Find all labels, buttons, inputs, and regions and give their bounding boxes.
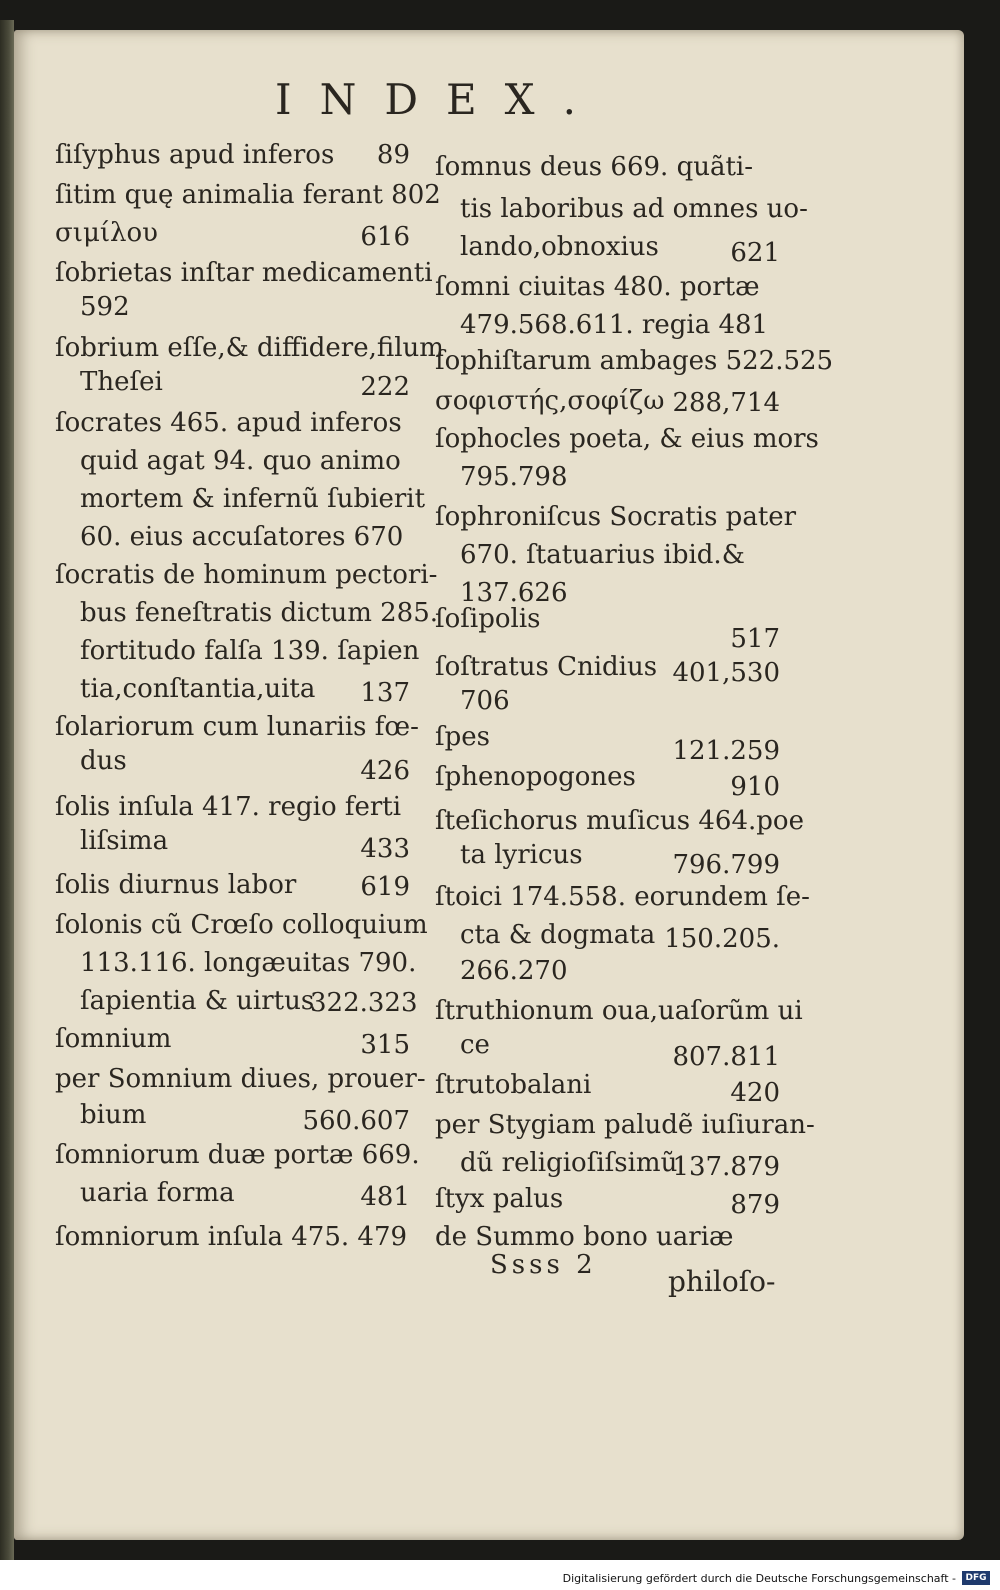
index-entry-left: ſocrates 465. apud inferos bbox=[55, 408, 402, 438]
index-entry-left: ſobrium eſſe,& diffidere,filum bbox=[55, 333, 444, 363]
index-entry-left: quid agat 94. quo animo bbox=[80, 446, 401, 476]
index-page-number: 560.607 bbox=[302, 1106, 410, 1136]
index-page-number: 288,714 bbox=[672, 388, 780, 418]
index-entry-left: ſomniorum duæ portæ 669. bbox=[55, 1140, 420, 1170]
index-entry-right: per Stygiam paludẽ iuſiuran- bbox=[435, 1110, 815, 1140]
index-page-number: 796.799 bbox=[672, 850, 780, 880]
index-page-number: 517 bbox=[730, 624, 780, 654]
index-entry-left: uaria forma bbox=[80, 1178, 235, 1208]
index-entry-right: tis laboribus ad omnes uo- bbox=[460, 194, 808, 224]
index-entry-left: ſolis inſula 417. regio ferti bbox=[55, 792, 402, 822]
index-entry-right: ſpes bbox=[435, 722, 490, 752]
index-entry-left: ſomnium bbox=[55, 1024, 172, 1054]
index-entry-left: ſiſyphus apud inferos bbox=[55, 140, 335, 170]
index-entry-right: ſteſichorus muſicus 464.poe bbox=[435, 806, 804, 836]
funding-notice: Digitalisierung gefördert durch die Deutsche Forschungsgemeinschaft - bbox=[562, 1572, 956, 1585]
index-entry-right: 479.568.611. regia 481 bbox=[460, 310, 769, 340]
index-page-number: 879 bbox=[730, 1190, 780, 1220]
index-entry-right: ſomni ciuitas 480. portæ bbox=[435, 272, 760, 302]
index-entry-left: ſocratis de hominum pectori- bbox=[55, 560, 438, 590]
index-entry-right: ſomnus deus 669. quãti- bbox=[435, 152, 754, 182]
index-page-number: 322.323 bbox=[310, 988, 418, 1018]
index-page-number: 121.259 bbox=[672, 736, 780, 766]
index-entry-left: ſolis diurnus labor bbox=[55, 870, 297, 900]
index-entry-left: σιμίλου bbox=[55, 218, 158, 248]
index-entry-left: 592 bbox=[80, 292, 130, 322]
book-spine bbox=[0, 20, 14, 1560]
index-entry-left: ſolariorum cum lunariis fœ- bbox=[55, 712, 419, 742]
index-entry-right: ſphenopogones bbox=[435, 762, 636, 792]
index-entry-right: lando,obnoxius bbox=[460, 232, 659, 262]
index-entry-left: bus feneſtratis dictum 285. bbox=[80, 598, 439, 628]
index-entry-right: ta lyricus bbox=[460, 840, 583, 870]
index-page-number: 433 bbox=[360, 834, 410, 864]
index-entry-left: per Somnium diues, prouer- bbox=[55, 1064, 426, 1094]
index-entry-left: dus bbox=[80, 746, 127, 776]
index-entry-left: 60. eius accuſatores 670 bbox=[80, 522, 404, 552]
page-title: INDEX. bbox=[275, 75, 604, 124]
index-entry-left: 113.116. longæuitas 790. bbox=[80, 948, 417, 978]
index-page-number: 621 bbox=[730, 238, 780, 268]
index-page-number: 401,530 bbox=[672, 658, 780, 688]
index-page-number: 89 bbox=[376, 140, 410, 170]
index-entry-left: bium bbox=[80, 1100, 147, 1130]
index-page-number: 910 bbox=[730, 772, 780, 802]
index-entry-right: ce bbox=[460, 1030, 490, 1060]
index-entry-right: dũ religioſiſsimũ bbox=[460, 1148, 678, 1178]
index-entry-right: 266.270 bbox=[460, 956, 568, 986]
index-page-number: 315 bbox=[360, 1030, 410, 1060]
index-entry-right: cta & dogmata bbox=[460, 920, 656, 950]
index-page-number: 137.879 bbox=[672, 1152, 780, 1182]
index-entry-left: tia,conſtantia,uita bbox=[80, 674, 316, 704]
index-entry-right: ſophroniſcus Socratis pater bbox=[435, 502, 797, 532]
index-page-number: 619 bbox=[360, 872, 410, 902]
index-entry-left: ſitim quę animalia ferant 802 bbox=[55, 180, 441, 210]
index-page-number: 481 bbox=[360, 1182, 410, 1212]
index-entry-right: 795.798 bbox=[460, 462, 568, 492]
index-page-number: 137 bbox=[360, 678, 410, 708]
index-page-number: 426 bbox=[360, 756, 410, 786]
index-entry-right: ſtruthionum oua,uaſorũm ui bbox=[435, 996, 803, 1026]
index-entry-right: ſophocles poeta, & eius mors bbox=[435, 424, 819, 454]
index-entry-right: ſtyx palus bbox=[435, 1184, 564, 1214]
index-page-number: 420 bbox=[730, 1078, 780, 1108]
index-entry-left: liſsima bbox=[80, 826, 169, 856]
index-page-number: 150.205. bbox=[664, 924, 780, 954]
index-entry-left: ſapientia & uirtus bbox=[80, 986, 315, 1016]
index-entry-left: mortem & infernũ ſubierit bbox=[80, 484, 426, 514]
index-entry-left: ſolonis cũ Crœſo colloquium bbox=[55, 910, 428, 940]
index-entry-right: ſtoici 174.558. eorundem ſe- bbox=[435, 882, 810, 912]
index-entry-left: Theſei bbox=[80, 367, 163, 397]
signature-mark: Ssss 2 bbox=[490, 1250, 597, 1280]
index-page-number: 616 bbox=[360, 222, 410, 252]
index-page-number: 807.811 bbox=[672, 1042, 780, 1072]
index-entry-right: σοφιστής,σοφίζω bbox=[435, 386, 665, 416]
index-entry-left: ſomniorum inſula 475. 479 bbox=[55, 1222, 408, 1252]
index-entry-right: ſophiſtarum ambages 522.525 bbox=[435, 346, 834, 376]
index-entry-right: 706 bbox=[460, 686, 510, 716]
index-entry-right: ſoſipolis bbox=[435, 604, 541, 634]
index-entry-left: ſobrietas inſtar medicamenti bbox=[55, 258, 433, 288]
index-entry-left: fortitudo falſa 139. ſapien bbox=[80, 636, 420, 666]
index-page-number: 222 bbox=[360, 372, 410, 402]
index-entry-right: de Summo bono uariæ bbox=[435, 1222, 734, 1252]
index-entry-right: 670. ſtatuarius ibid.& bbox=[460, 540, 745, 570]
index-entry-right: ſoſtratus Cnidius bbox=[435, 652, 658, 682]
index-entry-right: 137.626 bbox=[460, 578, 568, 608]
dfg-logo: DFG bbox=[962, 1571, 990, 1585]
catchword: philoſo- bbox=[668, 1265, 776, 1298]
index-entry-right: ſtrutobalani bbox=[435, 1070, 592, 1100]
